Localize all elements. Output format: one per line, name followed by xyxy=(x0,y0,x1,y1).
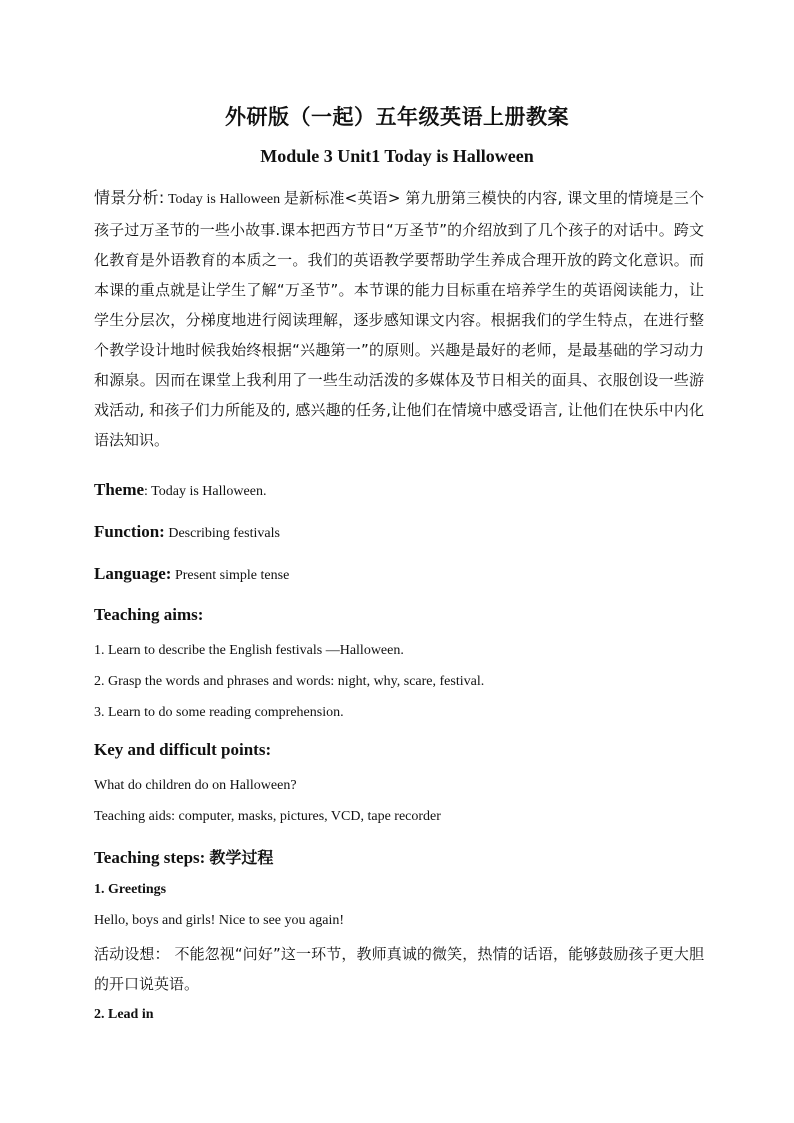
document-title: 外研版（一起）五年级英语上册教案 xyxy=(225,105,569,129)
step-greetings-line: Hello, boys and girls! Nice to see you again! xyxy=(94,913,344,928)
key-points-heading: Key and difficult points: xyxy=(94,740,272,759)
language-value: Present simple tense xyxy=(171,568,290,583)
document-subtitle: Module 3 Unit1 Today is Halloween xyxy=(260,146,534,166)
teaching-aim-item: 3. Learn to do some reading comprehension. xyxy=(94,705,344,720)
situation-analysis-label: 情景分析: xyxy=(94,188,165,207)
language-row xyxy=(94,564,289,584)
teaching-aids: Teaching aids: computer, masks, pictures, VCD, tape recorder xyxy=(94,809,441,824)
step-greetings-note: 活动设想： 不能忽视“问好”这一环节，教师真诚的微笑，热情的话语，能够鼓励孩子更大胆的开口说英语。 xyxy=(94,945,704,993)
step-greetings-title: 1. Greetings xyxy=(94,882,167,897)
teaching-steps-label-cn: 教学过程 xyxy=(209,848,274,867)
theme-row xyxy=(94,480,266,500)
language-label: Language: xyxy=(94,564,172,583)
teaching-steps-heading xyxy=(94,845,273,868)
function-value: Describing festivals xyxy=(164,526,280,541)
step-lead-in-title: 2. Lead in xyxy=(94,1007,154,1022)
theme-label: Theme xyxy=(94,480,145,499)
key-question: What do children do on Halloween? xyxy=(94,778,297,793)
situation-analysis-body: 是新标准<英语> 第九册第三模快的内容, 课文里的情境是三个孩子过万圣节的一些小故事.课本把西方节日“万圣节”的介绍放到了几个孩子的对话中。跨文化教育是外语教育的本质之一。我们的英语教学要帮助学生养成合理开放的跨文化意识。而本课的重点就是让学生了解“万圣节”。本节课的能力目标重在培养学生的英语阅读能力，让学生分层次，分梯度地进行阅读理解，逐步感知课文内容。根据我们的学生特点，在进行整个教学设计地时候我始终根据“兴趣第一”的原则。兴趣是最好的老师，是最基础的学习动力和源泉。因而在课堂上我利用了一些生动活泼的多媒体及节日相关的面具、衣服创设一些游戏活动, 和孩子们力所能及的, 感兴趣的任务,让他们在情境中感受语言, 让他们在快乐中内化语法知识。 xyxy=(94,189,704,449)
function-row xyxy=(94,522,280,542)
function-label: Function: xyxy=(94,522,165,541)
teaching-aim-item: 1. Learn to describe the English festivals —Halloween. xyxy=(94,643,404,658)
teaching-aims-heading: Teaching aims: xyxy=(94,605,204,624)
teaching-aim-item: 2. Grasp the words and phrases and words: night, why, scare, festival. xyxy=(94,674,485,689)
situation-analysis-paragraph xyxy=(94,183,704,455)
situation-analysis-title: Today is Halloween xyxy=(164,192,284,207)
teaching-steps-label: Teaching steps: xyxy=(94,848,206,867)
theme-value: : Today is Halloween. xyxy=(144,484,267,499)
